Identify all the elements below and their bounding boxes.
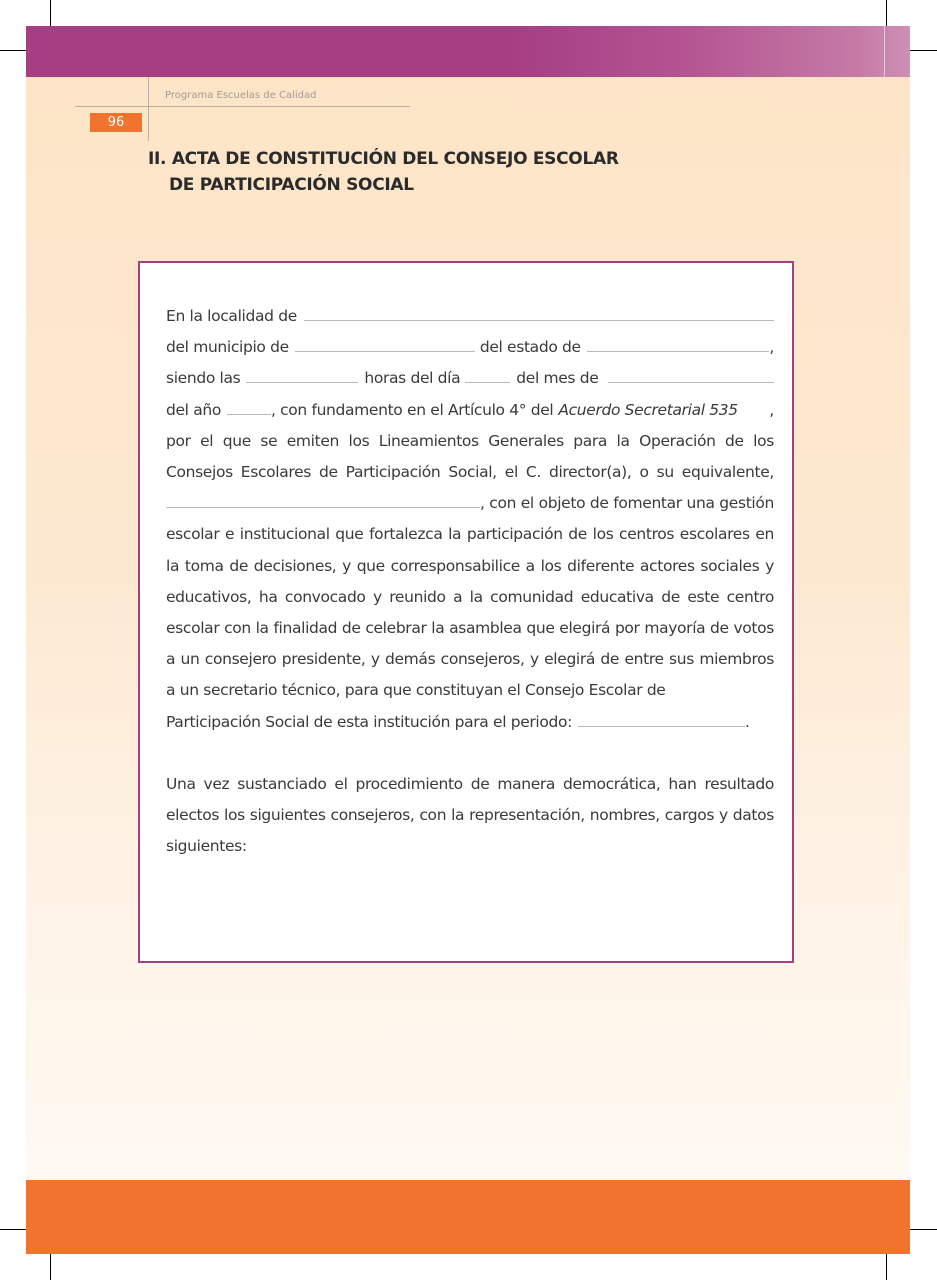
paragraph-electos: Una vez sustanciado el procedimiento de manera democrática, han resultado electos los siguientes consejeros, con la representación, nombres, cargos y datos siguientes: [166,774,774,856]
label-mes: del mes de [516,369,599,388]
label-municipio: del municipio de [166,338,289,357]
header-band [26,26,910,77]
section-title-line2: DE PARTICIPACIÓN SOCIAL [169,175,414,195]
crop-mark [886,1254,887,1280]
field-director[interactable] [166,507,480,508]
period-dot: . [745,712,750,731]
text-objeto: , con el objeto de fomentar una gestión [480,494,774,513]
text-line: por el que se emiten los Lineamientos Generales para la Operación de los [166,431,774,450]
form-line [166,395,774,426]
header-horizontal-rule [75,106,410,107]
text-line: Consejos Escolares de Participación Social, el C. director(a), o su equivalente, [166,462,774,481]
program-name: Programa Escuelas de Calidad [165,90,317,101]
form-line [166,707,774,738]
form-line [166,363,774,394]
page-number-badge: 96 [90,113,142,132]
form-box [138,261,794,963]
document-page [26,26,910,1254]
form-body [166,301,774,862]
form-line [166,488,774,519]
field-horas[interactable] [246,382,358,383]
text-acuerdo: Acuerdo Secretarial 535 [558,400,738,419]
field-municipio[interactable] [295,351,475,352]
label-siendo-las: siendo las [166,369,241,388]
crop-mark [50,0,51,26]
crop-mark [886,0,887,26]
crop-mark [910,50,937,51]
field-periodo[interactable] [578,726,745,727]
field-estado[interactable] [587,351,770,352]
crop-mark [0,1229,26,1230]
section-title-line1: II. ACTA DE CONSTITUCIÓN DEL CONSEJO ESCOLAR [148,149,619,169]
paragraph-body: escolar e institucional que fortalezca la participación de los centros escolares en la toma de decisiones, y que corresponsabilice a los diferente actores sociales y educativos, ha convocado y reunido a la comunidad educativa de este centro escolar con la finalidad de celebrar la asamblea que elegirá por mayoría de votos a un consejero presidente, y demás consejeros, y elegirá de entre sus miembros a un secretario técnico, para que constituyan el Consejo Escolar de [166,525,774,700]
label-localidad: En la localidad de [166,307,297,325]
section-title [148,146,619,198]
field-dia[interactable] [465,382,510,383]
crop-mark [910,1229,937,1230]
footer-band [26,1180,910,1254]
label-anio: del año [166,400,221,419]
label-horas-del-dia: horas del día [364,369,461,388]
crop-mark [0,50,26,51]
comma: , [769,338,774,357]
field-mes[interactable] [608,382,774,383]
label-estado: del estado de [479,338,581,357]
label-periodo: Participación Social de esta institución para el periodo: [166,712,573,731]
comma: , [769,400,774,419]
field-anio[interactable] [227,414,271,415]
form-line [166,332,774,363]
form-line [166,301,774,332]
header-band-edge [884,26,885,77]
header-vertical-rule [148,77,149,141]
field-localidad[interactable] [304,320,774,321]
text-fundamento: , con fundamento en el Artículo 4° del [270,400,554,419]
crop-mark [50,1254,51,1280]
